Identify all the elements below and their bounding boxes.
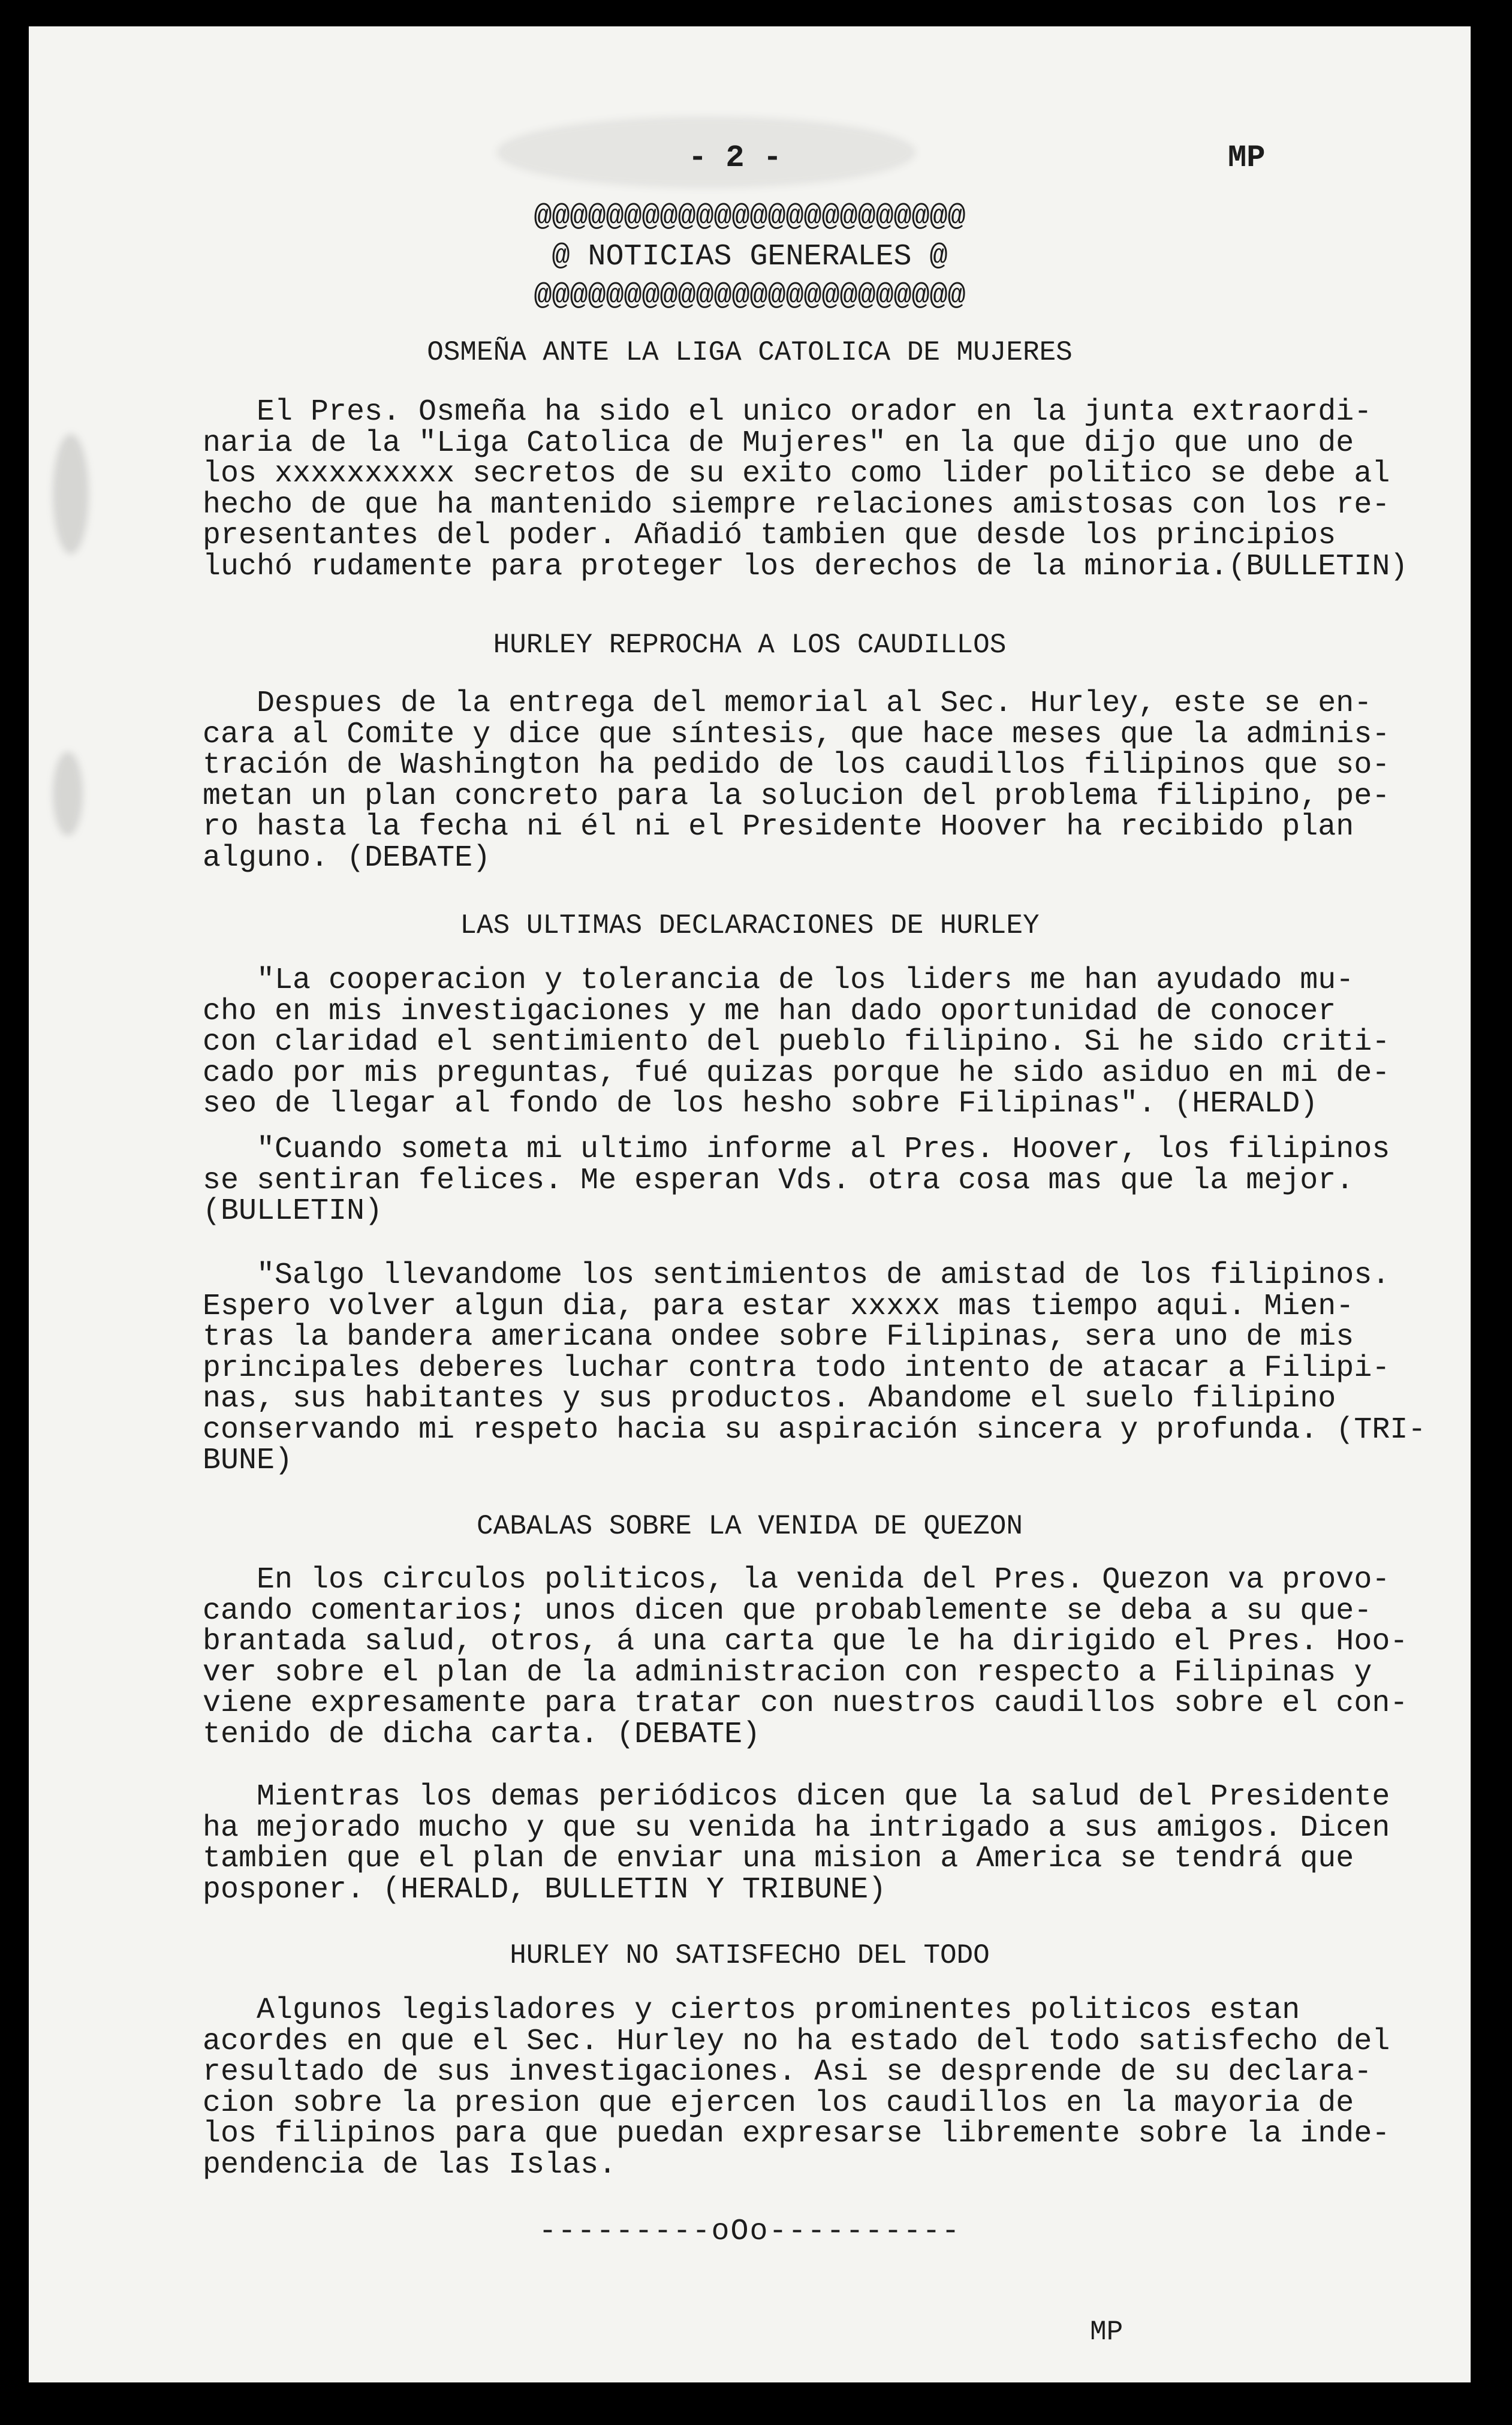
article-heading: OSMEÑA ANTE LA LIGA CATOLICA DE MUJERES <box>427 337 1073 368</box>
document-page <box>29 26 1471 2382</box>
page-smudge <box>53 752 83 836</box>
banner-border-top: @@@@@@@@@@@@@@@@@@@@@@@@ <box>534 200 966 234</box>
article-paragraph: Despues de la entrega del memorial al Sec. Hurley, este se en- cara al Comite y dice que síntesis, que hace meses que la adminis- tración de Washington ha pedido de los caudillos filipinos que so- metan un plan concreto para la solucion del problema filipino, pe- ro hasta la fecha ni él ni el Presidente Hoover ha recibido plan alguno. (DEBATE) <box>203 686 1390 875</box>
typist-initials-top: MP <box>1228 140 1266 176</box>
article-heading: LAS ULTIMAS DECLARACIONES DE HURLEY <box>460 910 1040 941</box>
page-smudge <box>53 434 89 554</box>
page-number: - 2 - <box>688 140 782 176</box>
article-paragraph: "Salgo llevandome los sentimientos de amistad de los filipinos. Espero volver algun dia, para estar xxxxx mas tiempo aqui. Mien- tras la bandera americana ondee sobre Filipinas, sera uno de mis principales deberes luchar contra todo intento de atacar a Filipi- nas, sus habitantes y sus productos. Abandome el suelo filipino conservando mi respeto hacia su aspiración sincera y profunda. (TRI- BUNE) <box>203 1258 1426 1478</box>
typist-initials-bottom: MP <box>1090 2316 1124 2348</box>
article-heading: CABALAS SOBRE LA VENIDA DE QUEZON <box>477 1511 1023 1542</box>
banner-border-bottom: @@@@@@@@@@@@@@@@@@@@@@@@ <box>534 279 966 314</box>
article-heading: HURLEY NO SATISFECHO DEL TODO <box>510 1940 990 1971</box>
article-paragraph: Algunos legisladores y ciertos prominentes politicos estan acordes en que el Sec. Hurley no ha estado del todo satisfecho del resultado de sus investigaciones. Asi se desprende de su declara- cion sobre la presion que ejercen los caudillos en la mayoria de los filipinos para que puedan expresarse libremente sobre la inde- pendencia de las Islas. <box>203 1993 1390 2182</box>
article-paragraph: "La cooperacion y tolerancia de los liders me han ayudado mu- cho en mis investigaciones y me han dado oportunidad de conocer con claridad el sentimiento del pueblo filipino. Si he sido criti- cado por mis preguntas, fué quizas porque he sido asiduo en mi de- seo de llegar al fondo de los hesho sobre Filipinas". (HERALD) <box>203 963 1390 1121</box>
article-paragraph: "Cuando someta mi ultimo informe al Pres. Hoover, los filipinos se sentiran felices. Me esperan Vds. otra cosa mas que la mejor. (BULLETIN) <box>203 1132 1390 1228</box>
article-paragraph: Mientras los demas periódicos dicen que la salud del Presidente ha mejorado mucho y que su venida ha intrigado a sus amigos. Dicen tambien que el plan de enviar una mision a America se tendrá que posponer. (HERALD, BULLETIN Y TRIBUNE) <box>203 1780 1390 1907</box>
section-title: @ NOTICIAS GENERALES @ <box>552 240 948 274</box>
article-paragraph: En los circulos politicos, la venida del Pres. Quezon va provo- cando comentarios; unos dicen que probablemente se deba a su que- brantada salud, otros, á una carta que le ha dirigido el Pres. Hoo- ver sobre el plan de la administracion con respecto a Filipinas y viene expresamente para tratar con nuestros caudillos sobre el con- tenido de dicha carta. (DEBATE) <box>203 1563 1408 1752</box>
closing-rule: ---------oOo---------- <box>538 2215 961 2249</box>
article-heading: HURLEY REPROCHA A LOS CAUDILLOS <box>493 629 1007 661</box>
article-paragraph: El Pres. Osmeña ha sido el unico orador en la junta extraordi- naria de la "Liga Catolica de Mujeres" en la que dijo que uno de los xxxxxxxxxx secretos de su exito como lider politico se debe al hecho de que ha mantenido siempre relaciones amistosas con los re- presentantes del poder. Añadió tambien que desde los principios luchó rudamente para proteger los derechos de la minoria.(BULLETIN) <box>203 395 1408 584</box>
